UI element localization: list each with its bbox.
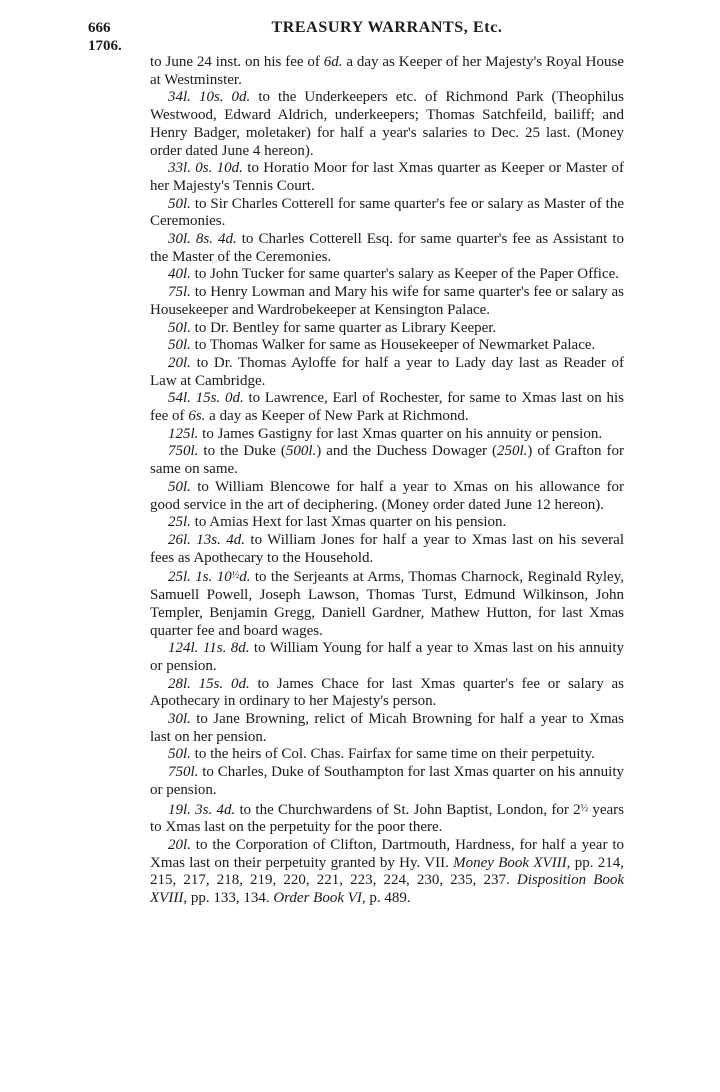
warrant-entry: 25l. to Amias Hext for last Xmas quarter on his pension. [168,514,507,531]
page-number: 666 [88,20,111,36]
warrant-entry: 750l. to Charles, Duke of Southampton for last Xmas quarter on his annuity or pension. [150,764,624,798]
warrant-entry: 25l. 1s. $10^{\frac{1}{2}}d$. to the Serjeants at Arms, Thomas Charnock, Reginald Ryley, Samuell Powell, Joseph Lawson, Thomas Turst, Edmund Wilkinson, John Templer, Benjamin Gregg, Daniell Gardner, Mathew Hutton, for last Xmas quarter fee and board wages. [150,569,624,639]
warrant-entry: 34l. 10s. 0d. to the Underkeepers etc. of Richmond Park (Theophilus Westwood, Edward Aldrich, underkeepers; Thomas Satchfeild, bailiff; and Henry Badger, moletaker) for half a year's salaries to Dec. 25 last. (Money order dated June 4 hereon). [150,89,624,159]
warrant-entry: 26l. 13s. 4d. to William Jones for half a year to Xmas last on his several fees as Apothecary to the Household. [150,531,624,566]
warrant-entry: 33l. 0s. 10d. to Horatio Moor for last Xmas quarter as Keeper or Master of her Majesty's Tennis Court. [150,160,624,194]
warrant-entry: 50l. to Thomas Walker for same as Housekeeper of Newmarket Palace. [168,337,596,354]
warrant-entry: 50l. to Sir Charles Cotterell for same quarter's fee or salary as Master of the Ceremonies. [150,195,624,230]
warrant-entry: 125l. to James Gastigny for last Xmas quarter on his annuity or pension. [168,425,603,442]
warrant-entry: 28l. 15s. 0d. to James Chace for last Xmas quarter's fee or salary as Apothecary in ordinary to her Majesty's person. [150,675,624,710]
page-body [150,54,624,908]
warrant-entry: to June 24 inst. on his fee of 6d. a day as Keeper of her Majesty's Royal House at Westminster. [150,54,624,88]
warrant-entry: 30l. 8s. 4d. to Charles Cotterell Esq. for same quarter's fee as Assistant to the Master of the Ceremonies. [150,231,624,265]
running-head: TREASURY WARRANTS, Etc. [271,19,503,36]
warrant-entry: 40l. to John Tucker for same quarter's salary as Keeper of the Paper Office. [168,266,620,283]
warrant-entry: 54l. 15s. 0d. to Lawrence, Earl of Rochester, for same to Xmas last on his fee of 6s. a day as Keeper of New Park at Richmond. [150,390,624,425]
warrant-entry: 50l. to William Blencowe for half a year to Xmas on his allowance for good service in the art of deciphering. (Money order dated June 12 hereon). [150,478,624,513]
warrant-entry: 124l. 11s. 8d. to William Young for half a year to Xmas last on his annuity or pension. [150,640,624,674]
warrant-entry: 20l. to the Corporation of Clifton, Dartmouth, Hardness, for half a year to Xmas last on their perpetuity granted by Hy. VII. Money Book XVIII, pp. 214, 215, 217, 218, 219, 220, 221, 223, 224, 230, 235, 237. Disposition Book XVIII, pp. 133, 134. Order Book VI, p. 489. [150,836,625,907]
warrant-entry: 50l. to Dr. Bentley for same quarter as Library Keeper. [168,319,497,336]
warrant-entry: 30l. to Jane Browning, relict of Micah Browning for half a year to Xmas last on her pension. [150,711,624,745]
warrant-entry: 75l. to Henry Lowman and Mary his wife for same quarter's fee or salary as Housekeeper and Wardrobekeeper at Kensington Palace. [150,284,624,318]
warrant-entry: 750l. to the Duke (500l.) and the Duchess Dowager (250l.) of Grafton for same on same. [150,443,624,478]
warrant-entry: 19l. 3s. 4d. to the Churchwardens of St. John Baptist, London, for $2^{\frac{1}{2}}$ years to Xmas last on the perpetuity for the poor there. [150,801,624,836]
year-margin-note: 1706. [88,38,122,54]
warrant-entry: 20l. to Dr. Thomas Ayloffe for half a year to Lady day last as Reader of Law at Cambridge. [150,354,624,389]
warrant-entry: 50l. to the heirs of Col. Chas. Fairfax for same time on their perpetuity. [168,746,595,763]
